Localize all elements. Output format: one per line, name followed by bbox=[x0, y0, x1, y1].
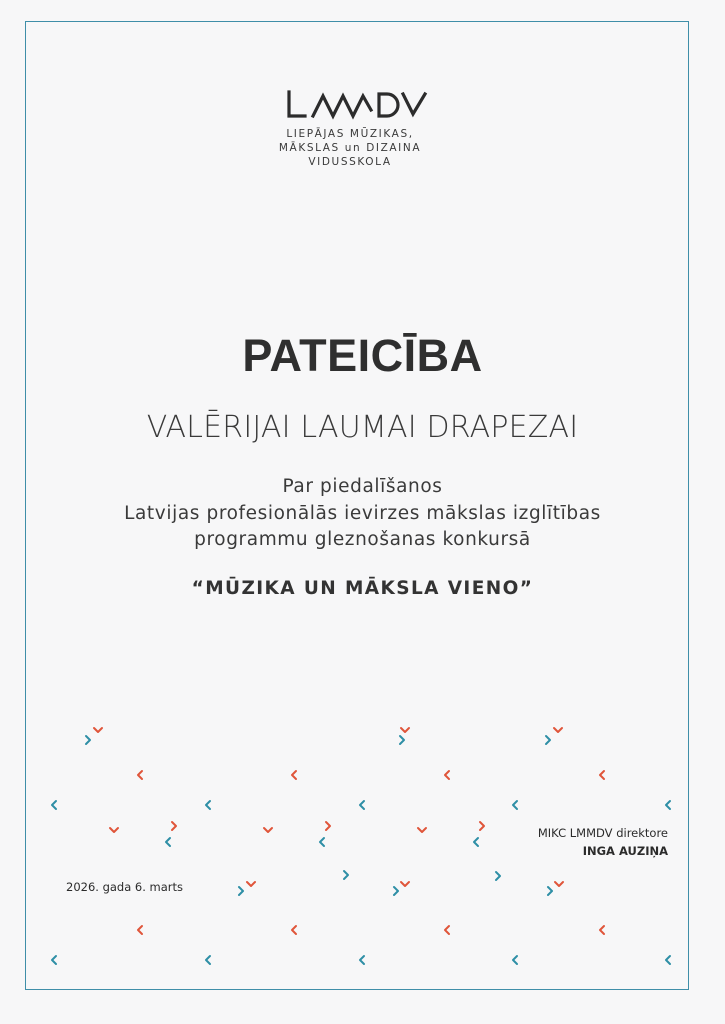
issue-date: 2026. gada 6. marts bbox=[66, 880, 184, 894]
chevron-right-icon bbox=[546, 736, 550, 744]
body-line-1: Par piedalīšanos bbox=[282, 476, 443, 497]
body-line-2: Latvijas profesionālās ievirzes mākslas izglītības bbox=[124, 503, 601, 524]
chevron-left-icon bbox=[600, 771, 604, 779]
school-name-line-1: LIEPĀJAS MŪZIKAS, bbox=[286, 128, 414, 140]
chevron-down-icon bbox=[401, 882, 409, 886]
chevron-left-icon bbox=[52, 801, 56, 809]
chevron-left-icon bbox=[292, 926, 296, 934]
chevron-left-icon bbox=[474, 838, 478, 846]
chevron-right-icon bbox=[394, 887, 398, 895]
chevron-down-icon bbox=[110, 828, 118, 832]
chevron-down-icon bbox=[264, 828, 272, 832]
chevron-left-icon bbox=[138, 926, 142, 934]
chevron-left-icon bbox=[513, 956, 517, 964]
chevron-right-icon bbox=[239, 887, 243, 895]
school-name-line-2: MĀKSLAS un DIZAINA bbox=[278, 142, 422, 154]
chevron-left-icon bbox=[138, 771, 142, 779]
chevron-left-icon bbox=[166, 838, 170, 846]
chevron-right-icon bbox=[548, 887, 552, 895]
body-line-3: programmu gleznošanas konkursā bbox=[194, 529, 531, 550]
recipient-name: VALĒRIJAI LAUMAI DRAPEZAI bbox=[146, 410, 579, 445]
chevron-right-icon bbox=[86, 736, 90, 744]
chevron-left-icon bbox=[445, 771, 449, 779]
chevron-left-icon bbox=[52, 956, 56, 964]
chevron-down-icon bbox=[401, 728, 409, 732]
chevron-left-icon bbox=[445, 926, 449, 934]
chevron-right-icon bbox=[326, 822, 330, 830]
chevron-down-icon bbox=[554, 728, 562, 732]
chevron-left-icon bbox=[360, 801, 364, 809]
chevron-left-icon bbox=[206, 956, 210, 964]
school-name-line-3: VIDUSSKOLA bbox=[308, 156, 392, 168]
certificate-title: PATEICĪBA bbox=[242, 330, 483, 381]
chevron-right-icon bbox=[496, 872, 500, 880]
signatory-role: MIKC LMMDV direktore bbox=[537, 826, 668, 840]
chevron-left-icon bbox=[206, 801, 210, 809]
chevron-right-icon bbox=[480, 822, 484, 830]
chevron-right-icon bbox=[400, 736, 404, 744]
chevron-right-icon bbox=[172, 822, 176, 830]
chevron-left-icon bbox=[292, 771, 296, 779]
contest-name: “MŪZIKA UN MĀKSLA VIENO” bbox=[191, 578, 534, 599]
chevron-left-icon bbox=[360, 956, 364, 964]
chevron-left-icon bbox=[600, 926, 604, 934]
chevron-left-icon bbox=[513, 801, 517, 809]
chevron-left-icon bbox=[320, 838, 324, 846]
chevron-down-icon bbox=[418, 828, 426, 832]
chevron-down-icon bbox=[555, 882, 563, 886]
chevron-right-icon bbox=[344, 871, 348, 879]
chevron-down-icon bbox=[247, 882, 255, 886]
chevron-down-icon bbox=[94, 728, 102, 732]
chevron-left-icon bbox=[666, 801, 670, 809]
signatory-name: INGA AUZIŅA bbox=[582, 844, 668, 858]
chevron-left-icon bbox=[666, 956, 670, 964]
